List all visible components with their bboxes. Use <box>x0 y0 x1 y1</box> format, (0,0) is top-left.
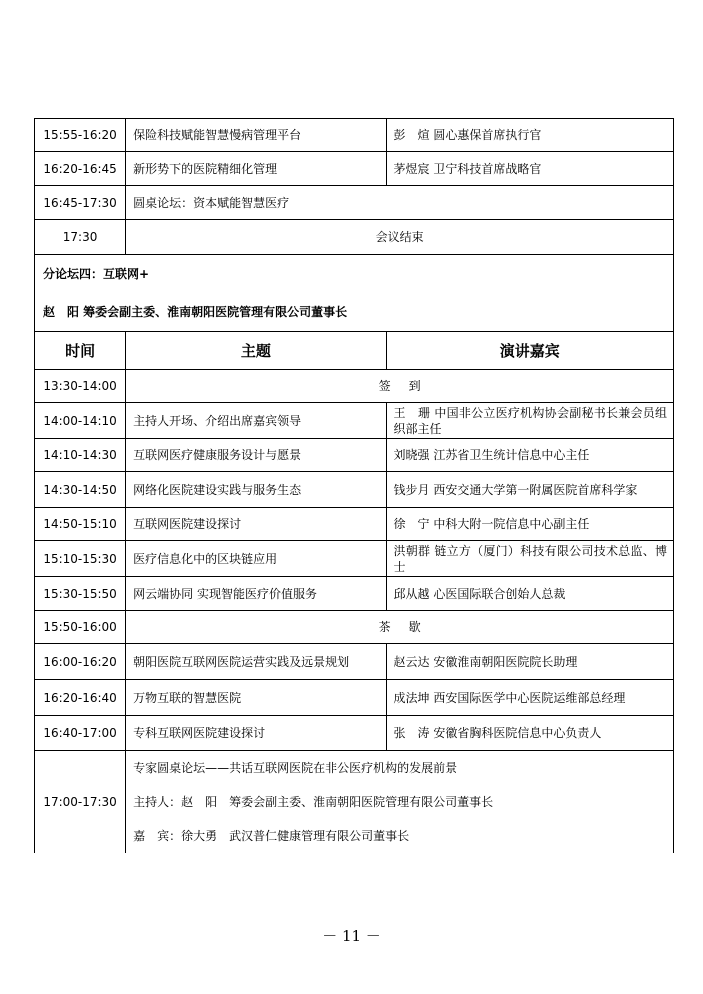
forum-cell <box>126 751 674 854</box>
time-cell: 13:30-14:00 <box>35 370 126 403</box>
table-row <box>35 152 674 186</box>
forum-title: 专家圆桌论坛——共话互联网医院在非公医疗机构的发展前景 <box>133 761 458 775</box>
time-cell: 16:20-16:45 <box>35 152 126 186</box>
table-row <box>35 541 674 577</box>
section-cell <box>35 255 674 332</box>
speaker-cell: 洪朝群 链立方（厦门）科技有限公司技术总监、博士 <box>386 541 673 577</box>
time-cell: 15:50-16:00 <box>35 611 126 644</box>
time-cell: 14:00-14:10 <box>35 403 126 439</box>
tea-break-cell <box>126 611 674 644</box>
table-row <box>35 370 674 403</box>
table-row <box>35 119 674 152</box>
table-row <box>35 439 674 472</box>
topic-cell: 医疗信息化中的区块链应用 <box>126 541 386 577</box>
time-cell: 17:30 <box>35 220 126 255</box>
speaker-cell: 成法坤 西安国际医学中心医院运维部总经理 <box>386 680 673 716</box>
page-number: － 11 － <box>322 927 381 945</box>
topic-cell: 保险科技赋能智慧慢病管理平台 <box>126 119 386 152</box>
table-row <box>35 472 674 508</box>
topic-cell: 新形势下的医院精细化管理 <box>126 152 386 186</box>
time-cell: 17:00-17:30 <box>35 751 126 854</box>
header-speaker: 演讲嘉宾 <box>386 332 673 370</box>
speaker-cell: 赵云达 安徽淮南朝阳医院院长助理 <box>386 644 673 680</box>
time-cell: 16:40-17:00 <box>35 716 126 751</box>
section-chair: 赵 阳 筹委会副主委、淮南朝阳医院管理有限公司董事长 <box>43 305 348 319</box>
signin-label: 签到 <box>378 379 439 393</box>
topic-cell: 专科互联网医院建设探讨 <box>126 716 386 751</box>
speaker-cell: 邱从越 心医国际联合创始人总裁 <box>386 577 673 611</box>
forum-host: 主持人：赵 阳 筹委会副主委、淮南朝阳医院管理有限公司董事长 <box>133 795 494 809</box>
signin-cell <box>126 370 674 403</box>
topic-cell: 互联网医疗健康服务设计与愿景 <box>126 439 386 472</box>
table-row <box>35 611 674 644</box>
section-row <box>35 255 674 332</box>
speaker-cell: 徐 宁 中科大附一院信息中心副主任 <box>386 508 673 541</box>
time-cell: 14:30-14:50 <box>35 472 126 508</box>
speaker-cell: 王 珊 中国非公立医疗机构协会副秘书长兼会员组织部主任 <box>386 403 673 439</box>
speaker-cell: 彭 煊 圆心惠保首席执行官 <box>386 119 673 152</box>
speaker-cell: 张 涛 安徽省胸科医院信息中心负责人 <box>386 716 673 751</box>
time-cell: 14:10-14:30 <box>35 439 126 472</box>
schedule-table <box>34 118 674 853</box>
speaker-cell: 茅煜宸 卫宁科技首席战略官 <box>386 152 673 186</box>
time-cell: 15:10-15:30 <box>35 541 126 577</box>
speaker-cell: 刘晓强 江苏省卫生统计信息中心主任 <box>386 439 673 472</box>
table-row <box>35 577 674 611</box>
table-row <box>35 403 674 439</box>
table-header-row <box>35 332 674 370</box>
topic-cell: 圆桌论坛：资本赋能智慧医疗 <box>126 186 674 220</box>
time-cell: 15:30-15:50 <box>35 577 126 611</box>
topic-cell: 网云端协同 实现智能医疗价值服务 <box>126 577 386 611</box>
table-row <box>35 716 674 751</box>
table-row <box>35 508 674 541</box>
speaker-cell: 钱步月 西安交通大学第一附属医院首席科学家 <box>386 472 673 508</box>
topic-cell: 主持人开场、介绍出席嘉宾领导 <box>126 403 386 439</box>
table-row <box>35 186 674 220</box>
time-cell: 14:50-15:10 <box>35 508 126 541</box>
header-topic: 主题 <box>126 332 386 370</box>
topic-cell: 互联网医院建设探讨 <box>126 508 386 541</box>
table-row <box>35 751 674 854</box>
section-title: 分论坛四：互联网+ <box>43 267 150 281</box>
time-cell: 16:45-17:30 <box>35 186 126 220</box>
tea-break-label: 茶歇 <box>378 620 439 634</box>
time-cell: 16:20-16:40 <box>35 680 126 716</box>
topic-cell: 网络化医院建设实践与服务生态 <box>126 472 386 508</box>
meeting-end-cell: 会议结束 <box>126 220 674 255</box>
topic-cell: 万物互联的智慧医院 <box>126 680 386 716</box>
table-row <box>35 680 674 716</box>
table-row <box>35 220 674 255</box>
table-row <box>35 644 674 680</box>
forum-guest: 嘉 宾：徐大勇 武汉普仁健康管理有限公司董事长 <box>133 829 410 843</box>
header-time: 时间 <box>35 332 126 370</box>
time-cell: 15:55-16:20 <box>35 119 126 152</box>
time-cell: 16:00-16:20 <box>35 644 126 680</box>
topic-cell: 朝阳医院互联网医院运营实践及远景规划 <box>126 644 386 680</box>
